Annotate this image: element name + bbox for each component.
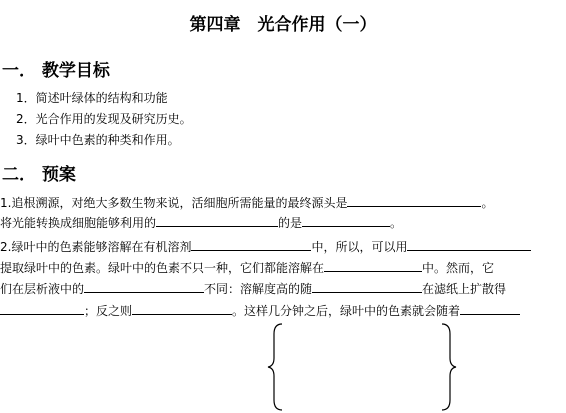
question-text: 。 (481, 196, 494, 210)
fill-blank (407, 238, 531, 251)
question-text: 在滤纸上扩散得 (422, 282, 507, 296)
fill-blank (84, 280, 204, 293)
fill-blank (302, 214, 390, 227)
question-text: 们在层析液中的 (0, 282, 85, 296)
question-text: 2.绿叶中的色素能够溶解在有机溶剂 (0, 240, 192, 254)
question-text: 不同：溶解度高的随 (204, 282, 313, 296)
fill-blank (460, 302, 520, 315)
section-heading-objectives: 一． 教学目标 (2, 61, 110, 81)
fill-blank (0, 302, 84, 315)
fill-blank (156, 214, 278, 227)
objective-item: 1．简述叶绿体的结构和功能 (16, 91, 168, 105)
fill-blank (347, 194, 481, 207)
right-brace (438, 322, 460, 412)
question-text: 。这样几分钟之后，绿叶中的色素就会随着 (232, 304, 461, 318)
section-heading-preview: 二． 预案 (2, 165, 76, 185)
page-title: 第四章 光合作用（一） (189, 15, 377, 35)
question-2-line-4 (0, 302, 520, 319)
question-1-line-1 (0, 194, 493, 211)
question-2-line-2 (0, 259, 494, 276)
question-text: 提取绿叶中的色素。绿叶中的色素不只一种，它们都能溶解在 (0, 261, 325, 275)
fill-blank (324, 259, 422, 272)
question-text: 将光能转换成细胞能够利用的 (0, 216, 157, 230)
question-1-line-2 (0, 214, 402, 231)
question-text: 1.追根溯源，对绝大多数生物来说，活细胞所需能量的最终源头是 (0, 196, 348, 210)
question-text: ；反之则 (84, 304, 133, 318)
question-text: 的是 (278, 216, 303, 230)
question-2-line-1 (0, 238, 531, 255)
left-brace (264, 322, 286, 412)
objective-item: 2．光合作用的发现及研究历史。 (16, 112, 192, 126)
question-text: 中，所以，可以用 (311, 240, 408, 254)
fill-blank (132, 302, 232, 315)
objective-item: 3．绿叶中色素的种类和作用。 (16, 133, 180, 147)
question-text: 。 (390, 216, 403, 230)
fill-blank (191, 238, 311, 251)
question-2-line-3 (0, 280, 506, 297)
question-text: 中。然而，它 (422, 261, 495, 275)
fill-blank (312, 280, 422, 293)
